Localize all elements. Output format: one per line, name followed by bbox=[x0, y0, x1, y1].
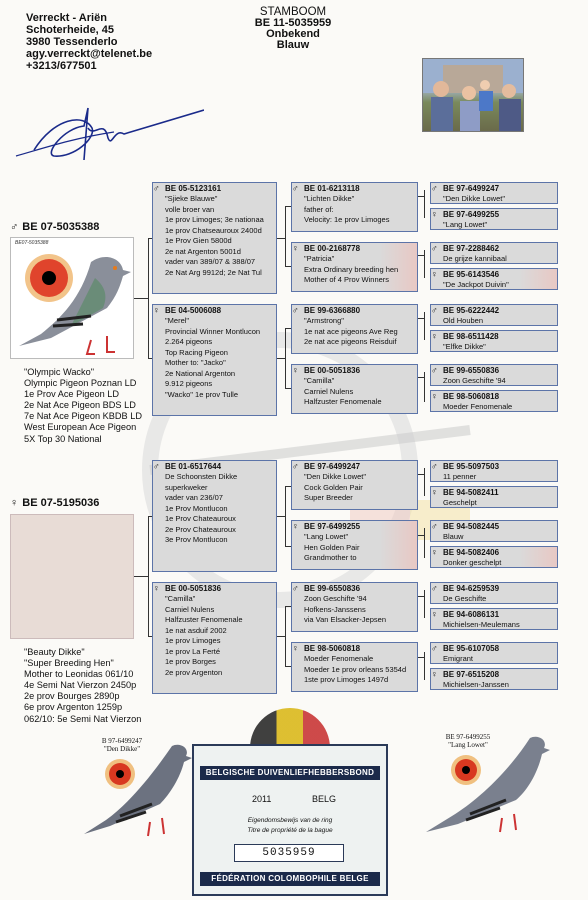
card-ring: BE 05-5123161 bbox=[165, 184, 222, 193]
card-line: vader van 389/07 & 388/07 bbox=[165, 257, 256, 266]
pedigree-card-gen4 bbox=[430, 520, 558, 542]
certificate-country: BELG bbox=[312, 794, 337, 804]
card-line: De grijze kannibaal bbox=[443, 254, 507, 263]
sire-line: 5X Top 30 National bbox=[24, 433, 102, 444]
connector bbox=[277, 358, 285, 359]
card-line: via Van Elsacker-Jepsen bbox=[304, 615, 386, 624]
female-icon: ♀ bbox=[153, 583, 160, 593]
female-icon: ♀ bbox=[431, 669, 438, 679]
card-line: 11 penner bbox=[443, 472, 477, 481]
female-icon: ♀ bbox=[292, 243, 299, 253]
pedigree-card-gen4 bbox=[430, 390, 558, 412]
male-icon: ♂ bbox=[153, 461, 160, 471]
female-icon: ♀ bbox=[292, 521, 299, 531]
card-ring: BE 97-6499247 bbox=[304, 462, 361, 471]
card-line: Halfzuster Fenomenale bbox=[304, 397, 382, 406]
card-line: Super Breeder bbox=[304, 493, 353, 502]
card-line: Moeder Fenomenale bbox=[304, 654, 374, 663]
pedigree-card-gen2 bbox=[152, 582, 277, 694]
female-icon: ♀ bbox=[431, 331, 438, 341]
pedigree-card-gen4 bbox=[430, 608, 558, 630]
male-icon: ♂ bbox=[292, 583, 299, 593]
card-line: Extra Ordinary breeding hen bbox=[304, 264, 399, 274]
connector bbox=[424, 468, 425, 496]
connector bbox=[285, 486, 286, 546]
owner-street: Schoterheide, 45 bbox=[26, 24, 115, 36]
sire-line: West European Ace Pigeon bbox=[24, 422, 137, 433]
pedigree-card-gen3 bbox=[291, 304, 418, 354]
male-icon: ♂ bbox=[431, 183, 438, 193]
card-ring: BE 97-6499247 bbox=[443, 184, 500, 193]
card-ring: BE 00-5051836 bbox=[304, 366, 361, 375]
card-ring: BE 99-6366880 bbox=[304, 306, 361, 315]
pedigree-color: Blauw bbox=[276, 39, 310, 51]
connector bbox=[424, 312, 425, 340]
owner-name: Verreckt - Ariën bbox=[26, 12, 107, 24]
card-ring: BE 99-6550836 bbox=[304, 584, 361, 593]
certificate-footer: FÉDÉRATION COLOMBOPHILE BELGE bbox=[200, 872, 380, 886]
sire-ring bbox=[10, 221, 99, 233]
male-icon: ♂ bbox=[431, 365, 438, 375]
card-line: Moeder 1e prov orleans 5354d bbox=[304, 664, 407, 674]
card-line: Zoon Geschifte '94 bbox=[443, 376, 506, 385]
dam-line: 4e Semi Nat Vierzon 2450p bbox=[24, 680, 137, 691]
card-line: 1e Prov Chateauroux bbox=[165, 514, 236, 523]
card-line: 1e prov Chatseauroux 2400d bbox=[165, 225, 262, 235]
connector bbox=[277, 238, 285, 239]
card-line: 2e National Argenton bbox=[165, 368, 236, 378]
owner-email: agy.verreckt@telenet.be bbox=[26, 48, 153, 60]
card-line: Hofkens-Janssens bbox=[304, 604, 366, 614]
pedigree-title bbox=[218, 7, 368, 51]
certificate-year: 2011 bbox=[252, 794, 272, 804]
card-line: "Lang Lowet" bbox=[304, 532, 349, 541]
card-line: vader van 236/07 bbox=[165, 493, 223, 502]
pedigree-card-gen2 bbox=[152, 304, 277, 416]
pedigree-card-gen3 bbox=[291, 582, 418, 632]
bottom-right-name: "Lang Lowet" bbox=[448, 741, 488, 749]
dam-line: Mother to Leonidas 061/10 bbox=[24, 669, 134, 680]
female-icon: ♀ bbox=[431, 269, 438, 279]
pedigree-card-gen4 bbox=[430, 304, 558, 326]
card-line: "Armstrong" bbox=[304, 316, 344, 325]
connector bbox=[285, 206, 286, 266]
dam-line: 6e prov Argenton 1259p bbox=[24, 702, 123, 713]
card-ring: BE 95-6107058 bbox=[443, 644, 500, 653]
card-line: Mother of 4 Prov Winners bbox=[304, 275, 390, 284]
sire-line: Olympic Pigeon Poznan LD bbox=[24, 378, 137, 389]
pedigree-card-gen4 bbox=[430, 642, 558, 664]
connector bbox=[424, 590, 425, 618]
card-line: 9.912 pigeons bbox=[165, 379, 213, 388]
card-ring: BE 97-6499255 bbox=[304, 522, 361, 531]
sire-line: "Olympic Wacko" bbox=[24, 367, 94, 377]
pedigree-card-gen3 bbox=[291, 364, 418, 414]
card-ring: BE 94-5082445 bbox=[443, 522, 500, 531]
pedigree-card-gen3 bbox=[291, 242, 418, 292]
card-line: 2e Prov Chateauroux bbox=[165, 524, 236, 534]
sire-photo bbox=[10, 237, 134, 359]
card-ring: BE 94-5082411 bbox=[443, 488, 499, 497]
card-line: Carniel Nulens bbox=[304, 386, 354, 396]
bottom-right-ring: BE 97-6499255 bbox=[445, 733, 491, 741]
dam-line: "Super Breeding Hen" bbox=[24, 658, 114, 669]
dam-photo-placeholder bbox=[10, 514, 134, 639]
ownership-certificate bbox=[192, 744, 388, 896]
card-line: "Den Dikke Lowet" bbox=[304, 472, 367, 481]
pedigree-name: Onbekend bbox=[266, 28, 320, 40]
dam-line: 2e prov Bourges 2890p bbox=[24, 691, 120, 702]
male-icon: ♂ bbox=[431, 583, 438, 593]
dam-description bbox=[24, 647, 141, 725]
female-icon: ♀ bbox=[292, 365, 299, 375]
pedigree-heading: STAMBOOM bbox=[259, 6, 327, 18]
connector bbox=[277, 516, 285, 517]
sire-line: 1e Prov Ace Pigeon LD bbox=[24, 389, 119, 400]
pedigree-card-gen2 bbox=[152, 460, 277, 572]
pedigree-card-gen4 bbox=[430, 460, 558, 482]
card-line: "De Jackpot Duivin" bbox=[443, 280, 509, 289]
card-line: 3e Prov Montlucon bbox=[165, 535, 228, 544]
card-ring: BE 98-5060818 bbox=[304, 644, 361, 653]
card-line: Carniel Nulens bbox=[165, 604, 215, 614]
card-ring: BE 00-5051836 bbox=[165, 584, 222, 593]
card-line: 1ste prov Limoges 1497d bbox=[304, 675, 389, 684]
male-icon: ♂ bbox=[431, 521, 438, 531]
card-line: "Camilla" bbox=[304, 376, 335, 385]
male-icon: ♂ bbox=[292, 305, 299, 315]
connector bbox=[134, 576, 148, 577]
dam-ring-text: BE 07-5195036 bbox=[22, 497, 100, 509]
card-line: "Den Dikke Lowet" bbox=[443, 194, 506, 203]
card-line: Velocity: 1e prov Limoges bbox=[304, 215, 390, 224]
male-icon: ♂ bbox=[431, 643, 438, 653]
card-ring: BE 97-6515208 bbox=[443, 670, 500, 679]
bottom-left-pigeon bbox=[80, 738, 200, 838]
card-ring: BE 04-5006088 bbox=[165, 306, 222, 315]
pedigree-card-gen3 bbox=[291, 642, 418, 692]
female-icon: ♀ bbox=[153, 305, 160, 315]
female-icon: ♀ bbox=[431, 391, 438, 401]
pedigree-card-gen3 bbox=[291, 182, 418, 232]
bottom-left-ring: B 97-6499247 bbox=[101, 737, 143, 745]
connector bbox=[277, 636, 285, 637]
card-line: 2e Nat Arg 9912d; 2e Nat Tul bbox=[165, 267, 262, 277]
dam-ring bbox=[10, 497, 99, 509]
connector bbox=[424, 250, 425, 278]
male-icon: ♂ bbox=[292, 183, 299, 193]
female-icon: ♀ bbox=[431, 547, 438, 557]
card-line: 2e nat Argenton 5001d bbox=[165, 246, 241, 256]
pedigree-card-gen4 bbox=[430, 268, 558, 290]
card-line: Michielsen-Meulemans bbox=[443, 620, 520, 629]
card-ring: BE 95-6222442 bbox=[443, 306, 500, 315]
pedigree-card-gen4 bbox=[430, 668, 558, 690]
connector bbox=[148, 516, 149, 636]
card-line: Blauw bbox=[443, 532, 464, 541]
female-icon: ♀ bbox=[431, 609, 438, 619]
card-ring: BE 00-2168778 bbox=[304, 244, 361, 253]
sire-photo-ring: BE07-5035388 bbox=[15, 240, 49, 246]
card-line: 1e prov Borges bbox=[165, 657, 216, 666]
owner-city: 3980 Tessenderlo bbox=[26, 36, 118, 48]
card-line: 2e prov Argenton bbox=[165, 667, 223, 677]
connector bbox=[424, 528, 425, 558]
card-line: "Patricia" bbox=[304, 254, 335, 263]
card-ring: BE 97-2288462 bbox=[443, 244, 500, 253]
card-line: Moeder Fenomenale bbox=[443, 402, 513, 411]
card-line: 1e Prov Gien 5800d bbox=[165, 236, 232, 245]
dam-line: "Beauty Dikke" bbox=[24, 647, 85, 657]
card-ring: BE 94-5082406 bbox=[443, 548, 500, 557]
male-icon: ♂ bbox=[292, 461, 299, 471]
connector bbox=[148, 238, 149, 358]
pedigree-card-gen3 bbox=[291, 460, 418, 510]
card-line: Donker geschelpt bbox=[443, 558, 502, 567]
connector bbox=[285, 606, 286, 666]
card-line: Halfzuster Fenomenale bbox=[165, 615, 243, 624]
sire-line: 7e Nat Ace Pigeon KBDB LD bbox=[24, 411, 142, 422]
card-ring: BE 94-6086131 bbox=[443, 610, 500, 619]
card-line: "Camilla" bbox=[165, 594, 196, 603]
card-ring: BE 98-5060818 bbox=[443, 392, 500, 401]
card-line: Zoon Geschifte '94 bbox=[304, 594, 367, 603]
card-ring: BE 95-5097503 bbox=[443, 462, 500, 471]
male-icon: ♂ bbox=[153, 183, 160, 193]
female-icon: ♀ bbox=[431, 209, 438, 219]
card-line: Provincial Winner Montlucon bbox=[165, 326, 261, 336]
male-icon: ♂ bbox=[431, 461, 438, 471]
card-line: 2.264 pigeons bbox=[165, 337, 213, 346]
owner-phone: +3213/677501 bbox=[26, 60, 97, 72]
certificate-text-fr: Titre de propriété de la bague bbox=[247, 827, 333, 834]
card-line: 1e prov La Ferté bbox=[165, 646, 221, 656]
card-line: Geschelpt bbox=[443, 498, 477, 507]
male-icon: ♂ bbox=[10, 221, 19, 233]
card-line: De Geschifte bbox=[443, 594, 487, 603]
card-line: 2e nat ace pigeons Reisduif bbox=[304, 337, 397, 346]
owner-info bbox=[26, 12, 152, 72]
sire-ring-text: BE 07-5035388 bbox=[22, 221, 100, 233]
certificate-ring-number: 5035959 bbox=[234, 844, 344, 862]
card-line: "Lang Lowet" bbox=[443, 220, 488, 229]
card-ring: BE 01-6517644 bbox=[165, 462, 222, 471]
card-line: superkweker bbox=[165, 482, 208, 492]
pedigree-card-gen4 bbox=[430, 486, 558, 508]
card-line: Michielsen-Janssen bbox=[443, 680, 509, 689]
card-line: "Merel" bbox=[165, 316, 190, 325]
connector bbox=[424, 190, 425, 218]
female-icon: ♀ bbox=[292, 643, 299, 653]
card-line: 1e nat asduif 2002 bbox=[165, 625, 227, 635]
card-line: Mother to: "Jacko" bbox=[165, 358, 226, 367]
card-line: De Schoonsten Dikke bbox=[165, 472, 238, 481]
pedigree-card-gen3 bbox=[291, 520, 418, 570]
male-icon: ♂ bbox=[431, 305, 438, 315]
pedigree-card-gen4 bbox=[430, 364, 558, 386]
connector bbox=[424, 372, 425, 402]
card-line: Old Houben bbox=[443, 316, 484, 325]
pedigree-card-gen4 bbox=[430, 242, 558, 264]
connector bbox=[424, 652, 425, 680]
card-ring: BE 01-6213118 bbox=[304, 184, 360, 193]
pedigree-card-gen4 bbox=[430, 208, 558, 230]
card-line: Top Racing Pigeon bbox=[165, 347, 228, 357]
card-line: Emigrant bbox=[443, 654, 474, 663]
pedigree-card-gen4 bbox=[430, 330, 558, 352]
connector bbox=[285, 328, 286, 388]
certificate-header: BELGISCHE DUIVENLIEFHEBBERSBOND bbox=[200, 766, 380, 780]
card-ring: BE 94-6259539 bbox=[443, 584, 500, 593]
male-icon: ♂ bbox=[431, 243, 438, 253]
pedigree-card-gen4 bbox=[430, 182, 558, 204]
sire-line: 2e Nat Ace Pigeon BDS LD bbox=[24, 400, 136, 411]
card-line: Grandmother to bbox=[304, 553, 357, 562]
bottom-right-pigeon bbox=[418, 732, 568, 836]
dam-line: 062/10: 5e Semi Nat Vierzon bbox=[24, 713, 142, 724]
connector bbox=[134, 298, 148, 299]
card-ring: BE 98-6511428 bbox=[443, 332, 499, 341]
card-line: 1e Prov Montlucon bbox=[165, 503, 228, 513]
card-line: father of: bbox=[304, 204, 334, 214]
card-line: 1e prov Limoges; 3e nationaa bbox=[165, 215, 264, 224]
sire-description bbox=[24, 367, 142, 445]
card-line: volle broer van bbox=[165, 204, 215, 214]
family-photo bbox=[422, 58, 524, 132]
card-line: "Lichten Dikke" bbox=[304, 194, 355, 203]
pedigree-card-gen4 bbox=[430, 546, 558, 568]
card-ring: BE 95-6143546 bbox=[443, 270, 500, 279]
bottom-left-name: "Den Dikke" bbox=[103, 745, 141, 753]
female-icon: ♀ bbox=[10, 497, 19, 509]
card-line: 1e prov Limoges bbox=[165, 636, 221, 645]
pedigree-card-gen2 bbox=[152, 182, 277, 294]
card-line: "Wacko" 1e prov Tulle bbox=[165, 389, 238, 399]
card-line: 1e nat ace pigeons Ave Reg bbox=[304, 326, 398, 336]
card-line: Hen Golden Pair bbox=[304, 542, 360, 552]
card-line: Cock Golden Pair bbox=[304, 482, 363, 492]
card-ring: BE 97-6499255 bbox=[443, 210, 500, 219]
pedigree-ring: BE 11-5035959 bbox=[254, 17, 332, 29]
pedigree-card-gen4 bbox=[430, 582, 558, 604]
card-line: "Sjieke Blauwe" bbox=[165, 194, 218, 203]
certificate-text-nl: Eigendomsbewijs van de ring bbox=[247, 817, 333, 824]
card-ring: BE 99-6550836 bbox=[443, 366, 500, 375]
female-icon: ♀ bbox=[431, 487, 438, 497]
signature bbox=[14, 98, 204, 178]
card-line: "Elfke Dikke" bbox=[443, 342, 486, 351]
